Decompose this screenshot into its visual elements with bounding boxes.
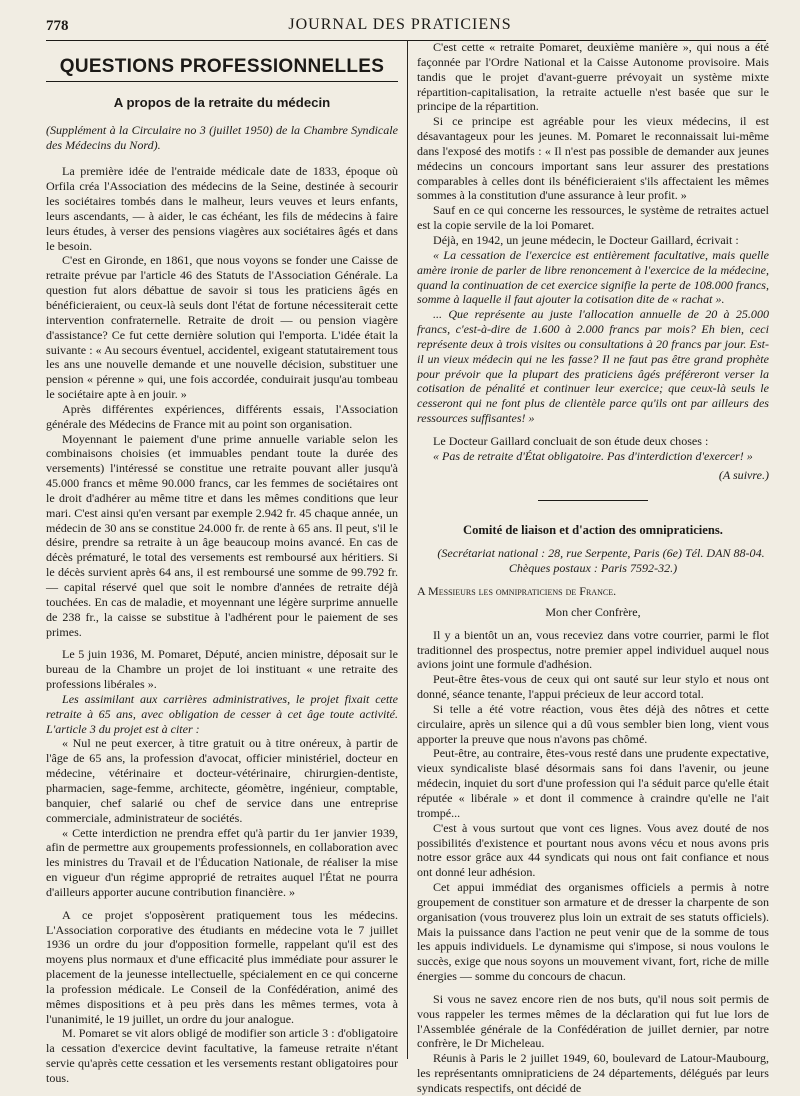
paragraph: Réunis à Paris le 2 juillet 1949, 60, boulevard de Latour-Maubourg, les représentants omnipraticiens de 24 départements, délégués par leurs syndicats respectifs, ont décidé de xyxy=(417,1051,769,1095)
to-be-continued: (A suivre.) xyxy=(718,467,769,482)
paragraph: Peut-être, au contraire, êtes-vous resté dans une prudente expectative, vieux syndicaliste blasé désormais sans foi dans l'avenir, ou jeune médecin, inquiet du sort d'une profession qui l'a séduit parce qu'elle était réputée « libérale » et dont il commence à craindre qu'elle ne l'ait trompé... xyxy=(417,746,769,820)
running-head xyxy=(34,12,766,38)
comite-title: Comité de liaison et d'action des omnipraticiens. xyxy=(463,523,723,538)
addressee: A Messieurs les omnipraticiens de France. xyxy=(417,584,617,598)
quote-paragraph: « Cette interdiction ne prendra effet qu'à partir du 1er janvier 1939, afin de permettre aux groupements professionnels, en collaboration avec les ministres du Travail et de l'Éducation Nationale, de réaliser la mise en vigueur d'un régime approprié de retraites auquel l'État ne pourra d'ailleurs apporter aucune contribution financière. » xyxy=(46,825,398,899)
quote-paragraph: « Nul ne peut exercer, à titre gratuit ou à titre onéreux, à partir de l'âge de 65 ans, la profession d'avocat, officier ministériel, docteur en médecine, vétérinaire et docteur-vétérinaire, chirurgien-dentiste, pharmacien, sage-femme, architecte, géomètre, ingénieur, comptable, banquier, chef salarié ou chef de service dans une entreprise commerciale, administrateur de sociétés. xyxy=(46,736,398,825)
paragraph: Sauf en ce qui concerne les ressources, le système de retraites actuel est la copie servile de la loi Pomaret. xyxy=(417,203,769,233)
paragraph: C'est en Gironde, en 1861, que nous voyons se fonder une Caisse de retraite prévue par l'article 46 des Statuts de l'Association Générale. La question fut alors débattue de savoir si tous les praticiens âgés en bénéficieraient, ou ceux-là seuls dont l'état de fortune nécessiterait cette intervention confraternelle. Retraite de droit — ou pension viagère d'assistance? Ce fut cette dernière solution qui l'emporta. L'idée était la suivante : « Au secours éventuel, accidentel, exigeant statutairement tous les ans une nouvelle demande et une nouvelle décision, substituer une pension « pérenne » qui, une fois accordée, conduirait jusqu'au tombeau le sociétaire apte à en jouir. » xyxy=(46,253,398,402)
paragraph: Si vous ne savez encore rien de nos buts, qu'il nous soit permis de vous rappeler les termes mêmes de la déclaration qui fut lue lors de l'Assemblée générale de la Confédération de juillet dernier, par notre confrère, le Dr Micheleau. xyxy=(417,991,769,1051)
quote-paragraph: « Pas de retraite d'État obligatoire. Pas d'interdiction d'exercer! » xyxy=(433,448,753,463)
paragraph: C'est à vous surtout que vont ces lignes. Vous avez douté de nos possibilités d'existence et pourtant nous avons vécu et nous avons pris notre essor grâce aux 44 syndicats qui nous ont fait confiance et nous ont donné leur adhésion. xyxy=(417,820,769,880)
page-number: 778 xyxy=(46,18,69,34)
paragraph: Déjà, en 1942, un jeune médecin, le Docteur Gaillard, écrivait : xyxy=(433,232,739,247)
paragraph: C'est cette « retraite Pomaret, deuxième manière », qui nous a été façonnée par l'Ordre National et la Caisse Autonome provisoire. Mais tandis que le projet d'avant-guerre prévoyait un système mixte répartition-capitalisation, la retraite actuelle n'est basée que sur le principe de la répartition. xyxy=(417,40,769,114)
paragraph: Le 5 juin 1936, M. Pomaret, Député, ancien ministre, déposait sur le bureau de la Chambre un projet de loi instituant « une retraite des professions libérales ». xyxy=(46,647,398,692)
right-column xyxy=(407,40,769,1095)
salutation: Mon cher Confrère, xyxy=(545,604,641,619)
paragraph: Après différentes expériences, différents essais, l'Association générale des Médecins de France mit au point son organisation. xyxy=(46,401,398,431)
journal-title: JOURNAL DES PRATICIENS xyxy=(288,16,512,33)
paragraph: Cet appui immédiat des organismes officiels a permis à notre groupement de constituer son armature et de dresser la charpente de son organisation (vous trouverez plus loin un extrait de ses statuts officiels). Mais la puissance dans l'action ne peut venir que de la somme de tous les appuis individuels. Le dynamisme qui s'impose, si nous voulons le succès, exige que nous soyons un mouvement vivant, fort, riche de mille énergies — somme du concours de chacun. xyxy=(417,880,769,984)
quote-paragraph: « La cessation de l'exercice est entièrement facultative, mais quelle amère ironie de parler de libre renoncement à l'exercice de la médecine, quand la continuation de cet exercice signifie la perte de 108.000 francs, somme à laquelle il faut ajouter la cotisation dite de « rachat ». xyxy=(417,247,769,307)
text-columns xyxy=(46,40,770,1095)
paragraph: Les assimilant aux carrières administratives, le projet fixait cette retraite à 65 ans, avec obligation de cesser à cet âge toute activité. L'article 3 du projet est à citer : xyxy=(46,691,398,736)
section-divider xyxy=(538,500,648,501)
comite-address: (Secrétariat national : 28, rue Serpente, Paris (6e) Tél. DAN 88-04. Chèques postaux : Paris 7592-32.) xyxy=(437,546,765,576)
paragraph: Moyennant le paiement d'une prime annuelle variable selon les combinaisons choisies (et immuables pendant toute la durée des versements) l'intéressé se constitue une retraite pouvant aller jusqu'à 45.000 francs et même 90.000 francs, car les femmes de sociétaires ont le droit d'adhérer au même titre et dans les mêmes conditions que leur mari. C'est ainsi qu'en versant par exemple 2.942 fr. 45 chaque année, un médecin de 30 ans se constitue 24.000 fr. de rente à 65 ans. Il peut, s'il le désire, prendre sa retraite à un âge beaucoup moins avancé. En cas de décès prématuré, le total des versements est remboursé aux héritiers. Si le décès survient après 64 ans, il est remboursé une somme de 99.792 fr. — capital réservé quel que soit le nombre d'années de retraite déjà touchées. En cas de maladie, et moyennant une légère surprime annuelle de 238 fr., la caisse se substitue à l'adhérent pour le paiement de ses primes. xyxy=(46,431,398,639)
article-title: A propos de la retraite du médecin xyxy=(113,94,331,110)
paragraph: A ce projet s'opposèrent pratiquement tous les médecins. L'Association corporative des étudiants en médecine vota le 7 juillet 1936 un ordre du jour d'opposition formelle, rappelant qu'il est des moyens plus normaux et d'une efficacité plus immédiate pour assurer le placement de la jeunesse intellectuelle, spécialement en ce qui concerne la profession médicale. Le Conseil de la Confédération, animé des mêmes dispositions et à peu près dans les mêmes termes, vota à l'unanimité, le 19 juillet, un ordre du jour analogue. xyxy=(46,907,398,1026)
paragraph: La première idée de l'entraide médicale date de 1833, époque où Orfila créa l'Association des médecins de la Seine, destinée à secourir les sociétaires tombés dans le malheur, leurs veuves et leurs enfants, leurs ascendants, — à aider, le cas échéant, les fils de médecins à faire leurs études, à verser des pensions viagères aux sociétaires âgés et dans le besoin. xyxy=(46,164,398,253)
left-column xyxy=(46,40,407,1085)
paragraph: Il y a bientôt un an, vous receviez dans votre courrier, parmi le flot traditionnel des prospectus, notre premier appel individuel auquel nous avions joint une formule d'adhésion. xyxy=(417,627,769,672)
quote-paragraph: ... Que représente au juste l'allocation annuelle de 20 à 25.000 francs, c'est-à-dire de 1.600 à 2.000 francs par mois? Eh bien, ceci représente deux à trois visites ou consultations à 20 francs par jour. Est-il un vieux médecin qui ne les fasse? Il ne faut pas être grand prophète pour prévoir que la plupart des praticiens âgés préféreront verser la cotisation de pénalité et continuer leur exercice; que ceux-là seuls le cesseront qui ne font plus de clientèle parce qu'ils ont par ailleurs des ressources suffisantes! » xyxy=(417,307,769,426)
article-subtitle: (Supplément à la Circulaire no 3 (juillet 1950) de la Chambre Syndicale des Médecins du Nord). xyxy=(46,122,398,152)
paragraph: Le Docteur Gaillard concluait de son étude deux choses : xyxy=(433,433,709,448)
section-title: QUESTIONS PROFESSIONNELLES xyxy=(46,60,398,82)
paragraph: Si ce principe est agréable pour les vieux médecins, il est désavantageux pour les jeunes. M. Pomaret le reconnaissait lui-même dans l'exposé des motifs : « Il n'est pas possible de demander aux jeunes médecins un concours important sans leur assurer des prestations comparables à celles dont ils bénéficieraient s'ils affectaient les mêmes sommes à la constitution d'une assurance à leur profit. » xyxy=(417,114,769,203)
paragraph: Si telle a été votre réaction, vous êtes déjà des nôtres et cette circulaire, après un silence qui a dû vous sembler bien long, vient vous apporter la preuve que nous n'avons pas chômé. xyxy=(417,701,769,746)
paragraph: Peut-être êtes-vous de ceux qui ont sauté sur leur stylo et nous ont donné, séance tenante, l'appui précieux de leur accord total. xyxy=(417,672,769,702)
paragraph: M. Pomaret se vit alors obligé de modifier son article 3 : d'obligatoire la cessation d'exercice devint facultative, la fameuse retraite n'étant servie qu'après cette cessation et les versements restant obligatoires pour tous. xyxy=(46,1026,398,1085)
